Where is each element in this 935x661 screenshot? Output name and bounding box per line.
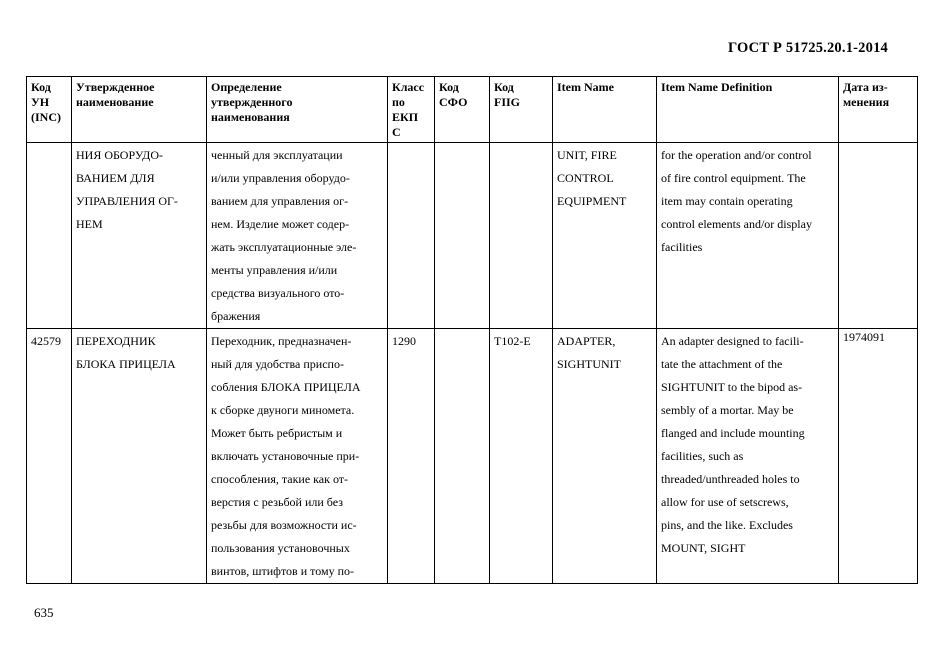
- cell-text-line: 1974091: [843, 330, 885, 344]
- item-name-cell: [553, 329, 657, 584]
- cell-text-line: 1290: [392, 334, 416, 348]
- definition-cell: [207, 329, 388, 584]
- cell-text-line: sembly of a mortar. May be: [661, 403, 794, 417]
- header-text-line: менения: [843, 95, 890, 109]
- header-text-line: ЕКП: [392, 110, 419, 124]
- approved-name-cell: [72, 143, 207, 329]
- cell-text-line: ванием для управления ог-: [211, 194, 349, 208]
- cell-text-line: способления, такие как от-: [211, 472, 349, 486]
- header-text-line: по: [392, 95, 405, 109]
- cell-text-line: facilities, such as: [661, 449, 744, 463]
- inc-code-cell: [27, 329, 72, 584]
- header-definition: [207, 77, 388, 143]
- cell-text-line: An adapter designed to facili-: [661, 334, 804, 348]
- header-text-line: Дата из-: [843, 80, 888, 94]
- header-text-line: С: [392, 125, 401, 139]
- class-cell: [388, 329, 435, 584]
- cell-text-line: SIGHTUNIT to the bipod as-: [661, 380, 803, 394]
- cell-text-line: ный для удобства приспо-: [211, 357, 344, 371]
- header-approved-name: [72, 77, 207, 143]
- class-cell: [388, 143, 435, 329]
- change-date-cell: [839, 329, 918, 584]
- cell-text-line: и/или управления оборудо-: [211, 171, 350, 185]
- header-text-line: Утвержденное: [76, 80, 155, 94]
- header-text-line: Класс: [392, 80, 425, 94]
- definition-cell: [207, 143, 388, 329]
- fiig-code-cell: [490, 329, 553, 584]
- cell-text-line: pins, and the like. Excludes: [661, 518, 793, 532]
- header-text-line: Определение: [211, 80, 282, 94]
- cell-text-line: 42579: [31, 334, 61, 348]
- item-name-cell: [553, 143, 657, 329]
- cell-text-line: жать эксплуатационные эле-: [211, 240, 357, 254]
- cell-text-line: facilities: [661, 240, 703, 254]
- cell-text-line: НИЯ ОБОРУДО-: [76, 148, 163, 162]
- cell-text-line: БЛОКА ПРИЦЕЛА: [76, 357, 176, 371]
- cell-text-line: control elements and/or display: [661, 217, 812, 231]
- item-definition-cell: [657, 329, 839, 584]
- cell-text-line: T102-E: [494, 334, 531, 348]
- cell-text-line: собления БЛОКА ПРИЦЕЛА: [211, 380, 361, 394]
- cell-text-line: средства визуального ото-: [211, 286, 345, 300]
- cell-text-line: нем. Изделие может содер-: [211, 217, 350, 231]
- header-inc-code: [27, 77, 72, 143]
- header-text-line: наименование: [76, 95, 154, 109]
- cell-text-line: threaded/unthreaded holes to: [661, 472, 800, 486]
- header-text-line: Код: [31, 80, 51, 94]
- header-fiig-code: [490, 77, 553, 143]
- cell-text-line: включать установочные при-: [211, 449, 360, 463]
- cell-text-line: allow for use of setscrews,: [661, 495, 789, 509]
- document-standard-number: ГОСТ Р 51725.20.1-2014: [727, 40, 888, 56]
- cell-text-line: ченный для эксплуатации: [211, 148, 343, 162]
- header-text-line: наименования: [211, 110, 290, 124]
- approved-names-table: [26, 76, 918, 584]
- sfo-code-cell: [435, 329, 490, 584]
- approved-name-cell: [72, 329, 207, 584]
- cell-text-line: UNIT, FIRE: [557, 148, 617, 162]
- header-class: [388, 77, 435, 143]
- sfo-code-cell: [435, 143, 490, 329]
- cell-text-line: MOUNT, SIGHT: [661, 541, 746, 555]
- table-row: [27, 143, 918, 329]
- header-sfo-code: [435, 77, 490, 143]
- cell-text-line: к сборке двуноги миномета.: [211, 403, 355, 417]
- header-text-line: утвержденного: [211, 95, 293, 109]
- cell-text-line: CONTROL: [557, 171, 614, 185]
- page-number: 635: [34, 605, 54, 620]
- cell-text-line: for the operation and/or control: [661, 148, 812, 162]
- table-header-row: [27, 77, 918, 143]
- table-row: [27, 329, 918, 584]
- header-text-line: (INC): [31, 110, 61, 124]
- cell-text-line: item may contain operating: [661, 194, 793, 208]
- cell-text-line: EQUIPMENT: [557, 194, 627, 208]
- cell-text-line: Может быть ребристым и: [211, 426, 343, 440]
- header-item-definition: [657, 77, 839, 143]
- cell-text-line: НЕМ: [76, 217, 103, 231]
- header-text-line: Item Name: [557, 80, 614, 94]
- cell-text-line: бражения: [211, 309, 261, 323]
- header-item-name: [553, 77, 657, 143]
- cell-text-line: tate the attachment of the: [661, 357, 783, 371]
- header-text-line: Код: [494, 80, 514, 94]
- cell-text-line: flanged and include mounting: [661, 426, 805, 440]
- cell-text-line: верстия с резьбой или без: [211, 495, 343, 509]
- cell-text-line: ВАНИЕМ ДЛЯ: [76, 171, 155, 185]
- header-text-line: Код: [439, 80, 459, 94]
- cell-text-line: Переходник, предназначен-: [211, 334, 352, 348]
- change-date-cell: [839, 143, 918, 329]
- fiig-code-cell: [490, 143, 553, 329]
- header-text-line: Item Name Definition: [661, 80, 773, 94]
- item-definition-cell: [657, 143, 839, 329]
- header-text-line: FIIG: [494, 95, 521, 109]
- cell-text-line: резьбы для возможности ис-: [211, 518, 357, 532]
- cell-text-line: of fire control equipment. The: [661, 171, 806, 185]
- inc-code-cell: [27, 143, 72, 329]
- cell-text-line: SIGHTUNIT: [557, 357, 621, 371]
- cell-text-line: ADAPTER,: [557, 334, 616, 348]
- cell-text-line: ПЕРЕХОДНИК: [76, 334, 156, 348]
- header-change-date: [839, 77, 918, 143]
- cell-text-line: менты управления и/или: [211, 263, 338, 277]
- cell-text-line: УПРАВЛЕНИЯ ОГ-: [76, 194, 178, 208]
- header-text-line: УН: [31, 95, 50, 109]
- header-text-line: СФО: [439, 95, 468, 109]
- cell-text-line: пользования установочных: [211, 541, 350, 555]
- cell-text-line: винтов, штифтов и тому по-: [211, 564, 354, 578]
